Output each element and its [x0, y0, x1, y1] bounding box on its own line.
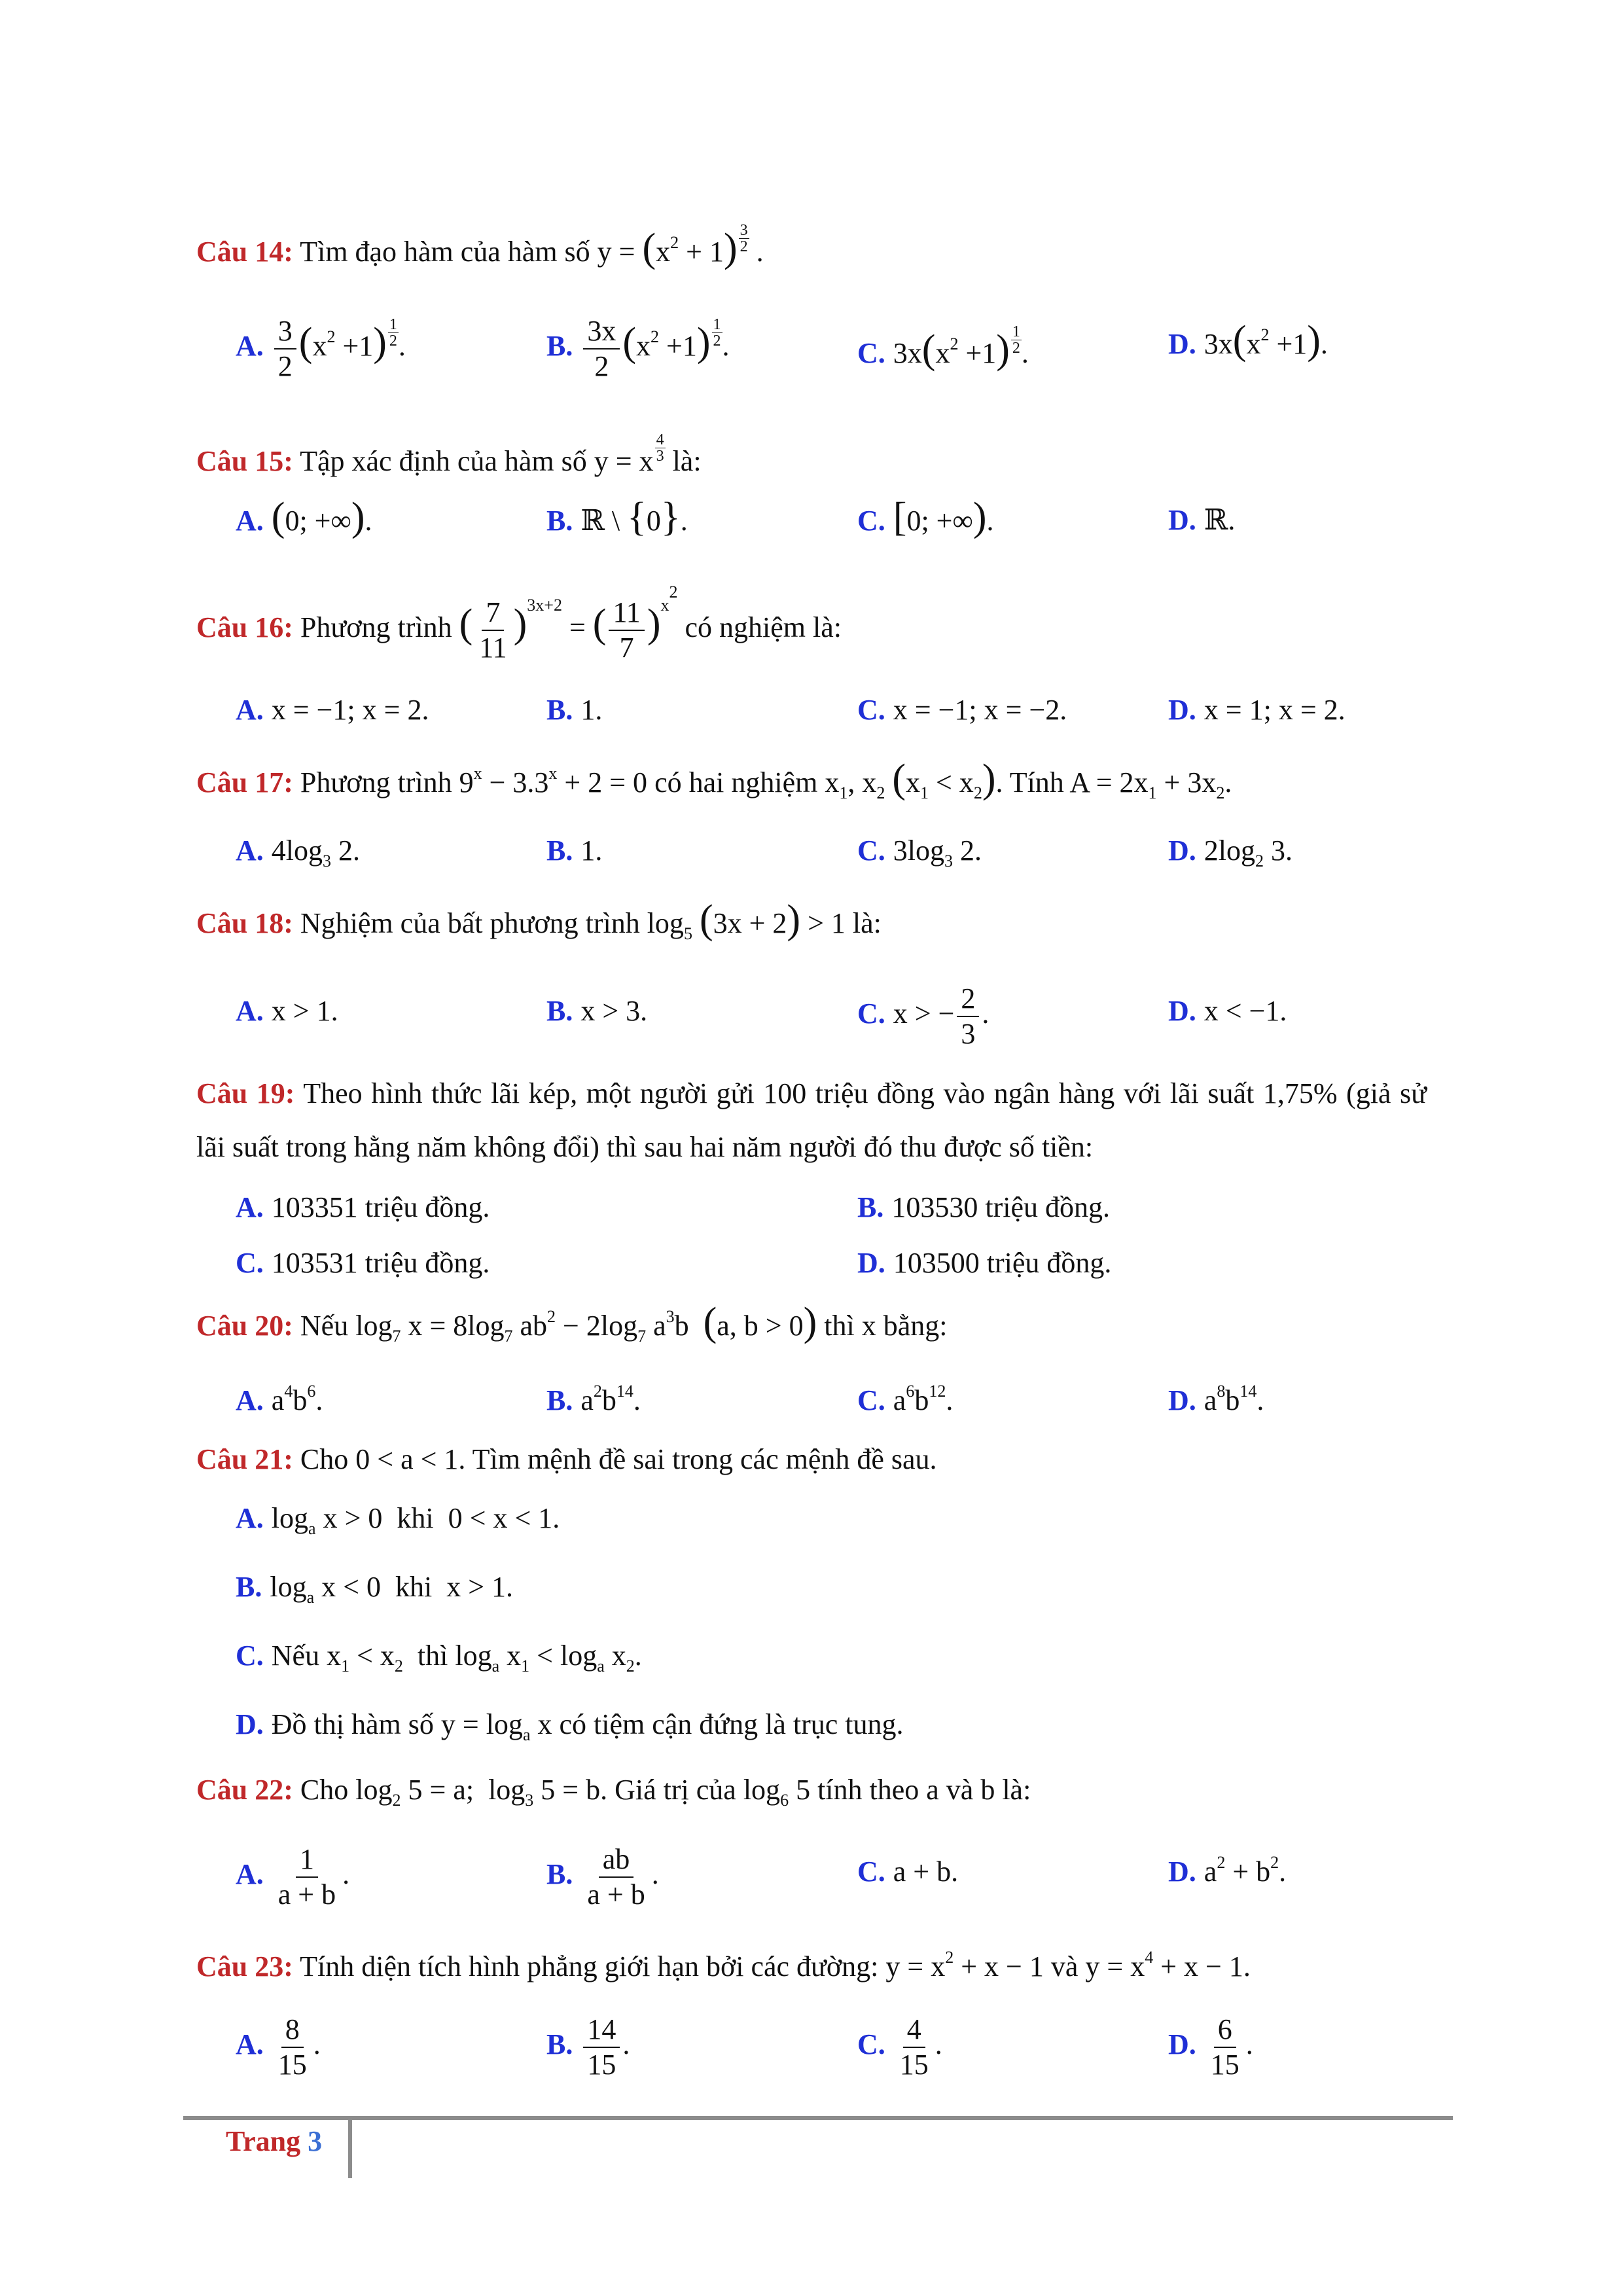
- question-14-label: Câu 14:: [196, 236, 293, 268]
- q15-option-a[interactable]: A. (0; +∞).: [236, 495, 372, 539]
- footer-vertical-divider: [348, 2116, 352, 2178]
- q16-option-c[interactable]: C. x = −1; x = −2.: [857, 694, 1067, 726]
- q19-option-b[interactable]: B. 103530 triệu đồng.: [857, 1191, 1110, 1223]
- q22-option-b[interactable]: B. $\frac{ab}{a + b}$ .: [546, 1843, 659, 1910]
- q15-option-d[interactable]: D. ℝ.: [1168, 504, 1236, 536]
- question-14-formula: $y = (x^2 + 1)$ $\frac{3}{2}$ .: [597, 222, 764, 270]
- q23-option-a[interactable]: A. $\frac{8}{15}$ .: [236, 2013, 321, 2081]
- q20-option-d[interactable]: D. $a^8b^{14}$.: [1168, 1382, 1264, 1416]
- question-18: Câu 18: Nghiệm của bất phương trình $\log_5 (3x + 2) > 1$ là:: [196, 897, 882, 943]
- q14-option-b[interactable]: B. $\frac{3x}{2}$ $(x^2 +1)$ $\frac{1}{2}$ .: [546, 315, 730, 382]
- q17-option-a[interactable]: A. $4\log_3$ 2.: [236, 834, 361, 870]
- question-17: Câu 17: Phương trình $9^x - 3.3^x + 2 = 0$ có hai nghiệm $x_1$, $x_2$ $(x_1 < x_2)$. Tính $A = 2x_1 + 3x_2$.: [196, 757, 1232, 802]
- q17-option-d[interactable]: D. $2\log_2$ 3.: [1168, 834, 1293, 870]
- q18-option-a[interactable]: A. x > 1.: [236, 995, 338, 1027]
- q14-option-a[interactable]: A. $\frac{3}{2}$ $(x^2 +1)$ $\frac{1}{2}$ .: [236, 315, 406, 382]
- question-15: Câu 15: Tập xác định của hàm số y = x $\frac{4}{3}$ là:: [196, 431, 702, 477]
- q18-option-b[interactable]: B. x > 3.: [546, 995, 648, 1027]
- question-16: Câu 16: Phương trình ( $\frac{7}{11}$ )$^{3x+2}$ = ( $\frac{11}{7}$ )$^{x^2}$ có nghiệm là:: [196, 583, 842, 664]
- q15-option-c[interactable]: C. [0; +∞).: [857, 495, 994, 539]
- q16-option-b[interactable]: B. 1.: [546, 694, 603, 726]
- q20-option-b[interactable]: B. $a^2b^{14}$.: [546, 1382, 641, 1416]
- q21-option-a[interactable]: A. $\log_a x > 0$ khi 0 < x < 1.: [236, 1502, 560, 1538]
- q18-option-d[interactable]: D. x < −1.: [1168, 995, 1287, 1027]
- q19-option-d[interactable]: D. 103500 triệu đồng.: [857, 1247, 1112, 1279]
- q18-option-c[interactable]: C. x > − $\frac{2}{3}$ .: [857, 982, 990, 1050]
- question-22: Câu 22: Cho $\log_2 5 = a$; $\log_3 5 = b$. Giá trị của $\log_6 5$ tính theo a và b là:: [196, 1774, 1031, 1810]
- q17-option-c[interactable]: C. $3\log_3$ 2.: [857, 834, 982, 870]
- q21-option-c[interactable]: C. Nếu $x_1 < x_2$ thì $\log_a x_1 < \log_a x_2$.: [236, 1640, 642, 1676]
- question-14: [196, 223, 1427, 272]
- q21-option-d[interactable]: D. Đồ thị hàm số $y = \log_a x$ có tiệm cận đứng là trục tung.: [236, 1708, 904, 1744]
- footer-divider: [183, 2116, 1453, 2120]
- q22-option-a[interactable]: A. $\frac{1}{a + b}$ .: [236, 1843, 350, 1910]
- q14-option-d[interactable]: D. $3x(x^2 +1)$.: [1168, 318, 1328, 363]
- q23-option-d[interactable]: D. $\frac{6}{15}$ .: [1168, 2013, 1253, 2081]
- q17-option-b[interactable]: B. 1.: [546, 834, 603, 867]
- q20-option-a[interactable]: A. $a^4b^6$.: [236, 1382, 323, 1416]
- q15-option-b[interactable]: B. ℝ \ {0}.: [546, 495, 688, 539]
- q23-option-c[interactable]: C. $\frac{4}{15}$ .: [857, 2013, 942, 2081]
- q21-option-b[interactable]: B. $\log_a x < 0$ khi x > 1.: [236, 1571, 514, 1607]
- q16-option-d[interactable]: D. x = 1; x = 2.: [1168, 694, 1346, 726]
- page-number: 3: [308, 2125, 323, 2157]
- question-19: Câu 19: Theo hình thức lãi kép, một người gửi 100 triệu đồng vào ngân hàng với lãi suất 1,75% (giả sử lãi suất trong hằng năm không đổi) thì sau hai năm người đó thu được số tiền:: [196, 1077, 1427, 1163]
- q14-option-c[interactable]: C. $3x(x^2 +1)$ $\frac{1}{2}$ .: [857, 323, 1029, 372]
- q19-option-a[interactable]: A. 103351 triệu đồng.: [236, 1191, 490, 1223]
- footer-label: Trang: [226, 2125, 301, 2157]
- q20-option-c[interactable]: C. $a^6b^{12}$.: [857, 1382, 954, 1416]
- question-21: Câu 21: Cho 0 < a < 1. Tìm mệnh đề sai trong các mệnh đề sau.: [196, 1443, 937, 1475]
- q22-option-d[interactable]: D. $a^2 + b^2$.: [1168, 1853, 1287, 1888]
- q23-option-b[interactable]: B. $\frac{14}{15}$ .: [546, 2013, 630, 2081]
- q19-option-c[interactable]: C. 103531 triệu đồng.: [236, 1247, 490, 1279]
- q16-option-a[interactable]: A. x = −1; x = 2.: [236, 694, 429, 726]
- q22-option-c[interactable]: C. a + b.: [857, 1856, 959, 1888]
- question-23: Câu 23: Tính diện tích hình phẳng giới hạn bởi các đường: $y = x^2 + x - 1$ và $y = x^4 + x - 1$.: [196, 1948, 1251, 1982]
- question-20: Câu 20: Nếu $\log_7 x = 8\log_7$ $ab^2 - 2\log_7$ $a^3b$ (a, b > 0) thì x bằng:: [196, 1300, 948, 1346]
- question-14-text: Tìm đạo hàm của hàm số: [300, 236, 590, 268]
- page-footer: [226, 2116, 322, 2167]
